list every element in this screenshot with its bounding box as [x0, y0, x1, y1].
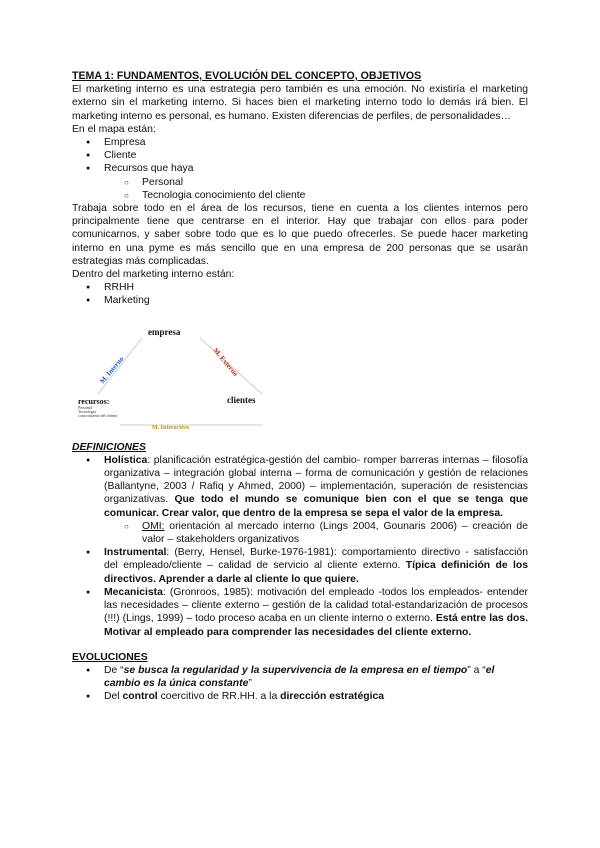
text-fragment: Del — [104, 691, 123, 703]
text-fragment-bold: control — [122, 691, 158, 703]
evoluciones-list — [72, 664, 528, 704]
instrumental-text: : (Berry, Hensel, Burke-1976-1981): comportamiento directivo - satisfacción del empleado/cliente – calidad de servicio al cliente externo. — [104, 547, 528, 572]
mecanicista-text: : (Gronroos, 1985): motivación del empleado -todos los empleados- entender las necesidades – cliente externo – gestión de la calidad total-estandarización de procesos (!!!) (Lings, 1999) – todo proceso acaba en un cliente interno o externo. — [104, 586, 528, 625]
definition-instrumental — [72, 546, 528, 586]
resources-paragraph: Trabaja sobre todo en el área de los recursos, tiene en cuenta a los clientes internos pero principalmente tiene que centrarse en el interior. Hay que trabajar con ellos para poder comunicarnos, y saber sobre todo que es lo que puedo ofrecerles. Se puede hacer marketing interno en una pyme es más sencillo que en una empresa de 200 personas que se usarán estrategias más complicadas. — [72, 203, 528, 267]
evolucion-item-1 — [72, 664, 528, 690]
inside-list — [72, 281, 528, 307]
text-fragment: coercitivo de RR.HH. a la — [157, 691, 281, 703]
definition-omi — [104, 520, 528, 546]
diagram-m-externo-label: M. Externo — [211, 346, 240, 378]
diagram-m-interactivo-label: M. Interactivo — [152, 424, 189, 431]
marketing-triangle-diagram — [72, 322, 272, 437]
page-title: TEMA 1: FUNDAMENTOS, EVOLUCIÓN DEL CONCEPTO, OBJETIVOS — [72, 70, 422, 82]
list-item: ● Marketing — [72, 294, 528, 307]
term-omi: OMI: — [142, 520, 165, 532]
list-subitem: ○ Tecnologia conocimiento del cliente — [72, 189, 528, 202]
term-instrumental: Instrumental — [104, 547, 167, 559]
list-item: ● RRHH — [72, 281, 528, 294]
list-item: ● Recursos que haya — [72, 162, 528, 175]
map-intro: En el mapa están: — [72, 123, 156, 135]
diagram-recursos-sub: Tecnología — [78, 408, 96, 414]
definition-mecanicista — [72, 586, 528, 639]
diagram-empresa-label: empresa — [148, 326, 181, 337]
evoluciones-heading: EVOLUCIONES — [72, 651, 148, 663]
text-fragment: ” a “ — [467, 664, 486, 676]
text-fragment: De “ — [104, 664, 124, 676]
definiciones-heading: DEFINICIONES — [72, 441, 146, 453]
inside-intro: Dentro del marketing interno están: — [72, 269, 235, 281]
text-fragment: ” — [248, 678, 252, 690]
document-page — [72, 70, 528, 704]
diagram-recursos-label: recursos: — [78, 396, 110, 406]
text-fragment-bold: se busca la regularidad y la supervivencia de la empresa en el tiempo — [123, 664, 468, 676]
evolucion-item-2 — [72, 690, 528, 703]
list-subitem: ○ Personal — [72, 176, 528, 189]
text-fragment-bold: el cambio es la única constante — [104, 664, 495, 690]
map-sublist — [72, 176, 528, 202]
term-mecanicista: Mecanicista — [104, 586, 163, 598]
definiciones-list — [72, 454, 528, 639]
mecanicista-bold: Está entre las dos. Motivar al empleado para comprender las necesidades del cliente externo. — [104, 613, 528, 638]
diagram-clientes-label: clientes — [227, 394, 256, 405]
term-holistica: Holística — [104, 454, 148, 466]
omi-text: orientación al mercado interno (Lings 2004, Gounaris 2006) – creación de valor – stakeholders organizativos — [142, 520, 528, 546]
instrumental-bold: Típica definición de los directivos. Aprender a darle al cliente lo que quiere. — [104, 560, 528, 585]
map-list — [72, 136, 528, 176]
list-item: ● Cliente — [72, 149, 528, 162]
intro-paragraph: El marketing interno es una estrategia pero también es una emoción. No existiría el marketing externo sin el marketing interno. Si haces bien el marketing interno todo lo demás irá bien. El marketing interno es personal, es humano. Existen diferencias de perfiles, de personalidades… — [72, 84, 528, 122]
diagram-m-interno-label: M. Interno — [98, 354, 126, 385]
definition-holistica — [72, 454, 528, 546]
holistica-bold: Que todo el mundo se comunique bien con el que se tenga que comunicar. Crear valor, que dentro de la empresa se sepa el valor de la empresa. — [104, 494, 528, 519]
list-item: ● Empresa — [72, 136, 528, 149]
diagram-recursos-sub: conocimiento del cliente — [78, 412, 118, 418]
text-fragment-bold: dirección estratégica — [280, 691, 385, 703]
diagram-recursos-sub: Personal — [78, 404, 92, 410]
holistica-text: : planificación estratégica-gestión del cambio- romper barreras internas – filosofía organizativa – integración global interna – forma de comunicación y gestión de relaciones (Ballantyne, 2003 / Rafiq y Ahmed, 2000) – implementación, superación de resistencias organizativas. — [104, 454, 528, 506]
